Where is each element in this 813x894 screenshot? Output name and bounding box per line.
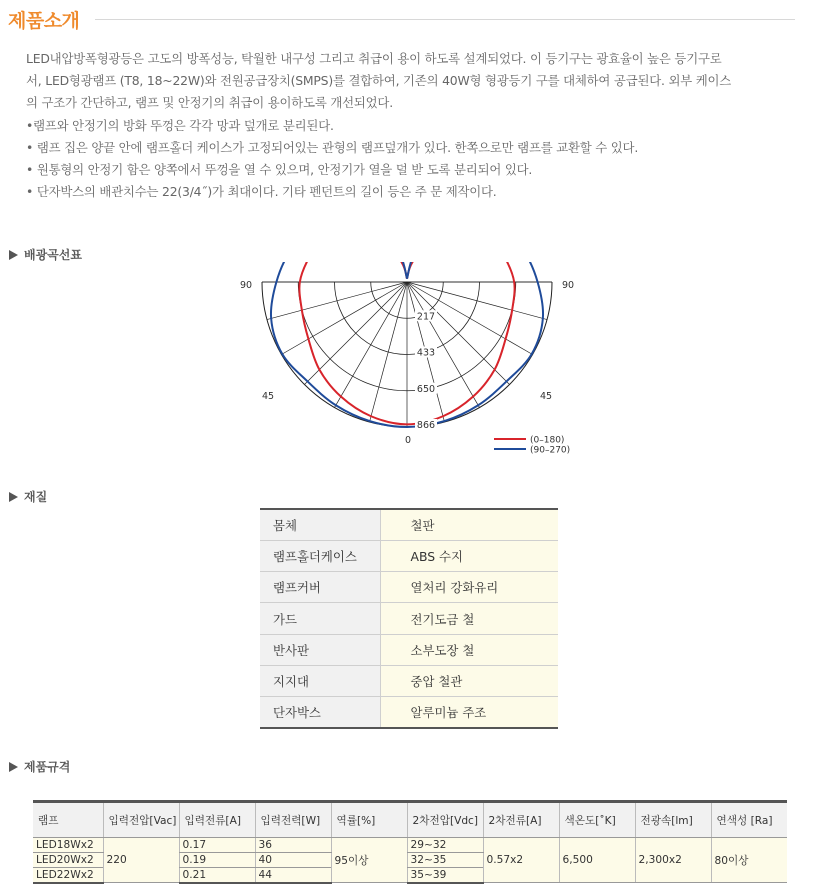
radial-tick-label: 433 bbox=[416, 347, 436, 359]
angle-label: 90 bbox=[561, 280, 575, 291]
intro-line: 의 구조가 간단하고, 램프 및 안정기의 취급이 용이하도록 개선되었다. bbox=[26, 95, 393, 111]
material-part: 램프홀더케이스 bbox=[260, 540, 380, 571]
header-divider bbox=[95, 19, 795, 20]
col-header: 역률[%] bbox=[331, 802, 407, 838]
col-header: 2차전압[Vdc] bbox=[407, 802, 483, 838]
angle-label: 0 bbox=[404, 435, 412, 446]
input-voltage-cell: 220 bbox=[103, 838, 179, 883]
col-header: 입력전압[Vac] bbox=[103, 802, 179, 838]
section-heading-light-distribution bbox=[9, 246, 82, 263]
triangle-right-icon bbox=[9, 492, 18, 502]
col-header: 입력전력[W] bbox=[255, 802, 331, 838]
col-header: 2차전류[A] bbox=[483, 802, 559, 838]
radial-tick-label: 650 bbox=[416, 383, 436, 395]
secondary-voltage-cell: 35~39 bbox=[407, 868, 483, 883]
material-part: 램프커버 bbox=[260, 572, 380, 603]
color-temp-cell: 6,500 bbox=[559, 838, 635, 883]
table-row bbox=[260, 603, 558, 634]
angle-label: 45 bbox=[539, 391, 553, 402]
col-header: 입력전류[A] bbox=[179, 802, 255, 838]
section-heading-material bbox=[9, 488, 47, 505]
radial-tick-label: 866 bbox=[416, 420, 436, 431]
spec-table bbox=[33, 800, 787, 884]
material-value: 전기도금 철 bbox=[380, 603, 558, 634]
intro-line: • 램프 집은 양끝 안에 램프홀더 케이스가 고정되어있는 관형의 램프덮개가 있다. 한쪽으로만 램프를 교환할 수 있다. bbox=[26, 139, 639, 155]
grid-spoke bbox=[335, 282, 408, 408]
grid-spoke bbox=[369, 282, 407, 422]
material-value: 중압 철관 bbox=[380, 665, 558, 696]
power-factor-cell: 95이상 bbox=[331, 838, 407, 883]
legend-label: (0–180) bbox=[530, 435, 565, 446]
model-cell: LED20Wx2 bbox=[33, 853, 103, 868]
section-heading-label: 배광곡선표 bbox=[24, 248, 82, 262]
cri-cell: 80이상 bbox=[711, 838, 787, 883]
input-current-cell: 0.19 bbox=[179, 853, 255, 868]
legend-label: (90–270) bbox=[530, 445, 571, 456]
luminous-flux-cell: 2,300x2 bbox=[635, 838, 711, 883]
intro-line: • 단자박스의 배관치수는 22(3/4˝)가 최대이다. 기타 펜던트의 길이 등은 주 문 제작이다. bbox=[26, 184, 497, 200]
input-power-cell: 36 bbox=[255, 838, 331, 853]
table-row bbox=[260, 697, 558, 728]
secondary-voltage-cell: 32~35 bbox=[407, 853, 483, 868]
table-row bbox=[260, 665, 558, 696]
page-title: 제품소개 bbox=[8, 10, 80, 32]
material-part: 몸체 bbox=[260, 509, 380, 540]
grid-spoke bbox=[267, 282, 407, 320]
intro-text bbox=[26, 48, 796, 203]
table-row bbox=[260, 540, 558, 571]
intro-line: • 원통형의 안정기 함은 양쪽에서 뚜껑을 열 수 있으며, 안정기가 열을 덜 받 도록 분리되어 있다. bbox=[26, 162, 533, 178]
angle-label: 90 bbox=[239, 280, 253, 291]
material-value: 알루미늄 주조 bbox=[380, 697, 558, 728]
col-header: 색온도[˚K] bbox=[559, 802, 635, 838]
model-cell: LED22Wx2 bbox=[33, 868, 103, 883]
model-cell: LED18Wx2 bbox=[33, 838, 103, 853]
col-header: 연색성 [Ra] bbox=[711, 802, 787, 838]
material-value: ABS 수지 bbox=[380, 540, 558, 571]
table-row bbox=[33, 838, 787, 853]
section-heading-label: 재질 bbox=[24, 490, 48, 504]
light-distribution-chart bbox=[230, 262, 580, 462]
intro-line: 서, LED형광램프 (T8, 18~22W)와 전원공급장치(SMPS)를 결합하여, 기존의 40W형 형광등기 구를 대체하여 공급된다. 외부 케이스 bbox=[26, 73, 732, 89]
material-part: 지지대 bbox=[260, 665, 380, 696]
col-header: 전광속[lm] bbox=[635, 802, 711, 838]
col-header: 램프 bbox=[33, 802, 103, 838]
triangle-right-icon bbox=[9, 250, 18, 260]
triangle-right-icon bbox=[9, 762, 18, 772]
polar-grid bbox=[262, 282, 552, 427]
secondary-voltage-cell: 29~32 bbox=[407, 838, 483, 853]
material-part: 반사판 bbox=[260, 634, 380, 665]
input-current-cell: 0.17 bbox=[179, 838, 255, 853]
angle-label: 45 bbox=[261, 391, 275, 402]
material-table bbox=[260, 508, 558, 729]
material-value: 열처리 강화유리 bbox=[380, 572, 558, 603]
material-part: 가드 bbox=[260, 603, 380, 634]
material-value: 철판 bbox=[380, 509, 558, 540]
intro-line: •램프와 안정기의 방화 뚜껑은 각각 망과 덮개로 분리된다. bbox=[26, 117, 334, 133]
chart-legend bbox=[494, 436, 570, 456]
radial-tick-label: 217 bbox=[416, 311, 436, 323]
section-heading-spec bbox=[9, 758, 70, 775]
page-header bbox=[8, 4, 808, 36]
table-row bbox=[260, 572, 558, 603]
table-row bbox=[260, 634, 558, 665]
intro-line: LED내압방폭형광등은 고도의 방폭성능, 탁월한 내구성 그리고 취급이 용이 하도록 설계되었다. 이 등기구는 광효율이 높은 등기구로 bbox=[26, 51, 722, 66]
input-power-cell: 40 bbox=[255, 853, 331, 868]
material-value: 소부도장 철 bbox=[380, 634, 558, 665]
input-current-cell: 0.21 bbox=[179, 868, 255, 883]
section-heading-label: 제품규격 bbox=[24, 760, 71, 774]
table-row bbox=[260, 509, 558, 540]
material-part: 단자박스 bbox=[260, 697, 380, 728]
input-power-cell: 44 bbox=[255, 868, 331, 883]
secondary-current-cell: 0.57x2 bbox=[483, 838, 559, 883]
table-header-row bbox=[33, 802, 787, 838]
